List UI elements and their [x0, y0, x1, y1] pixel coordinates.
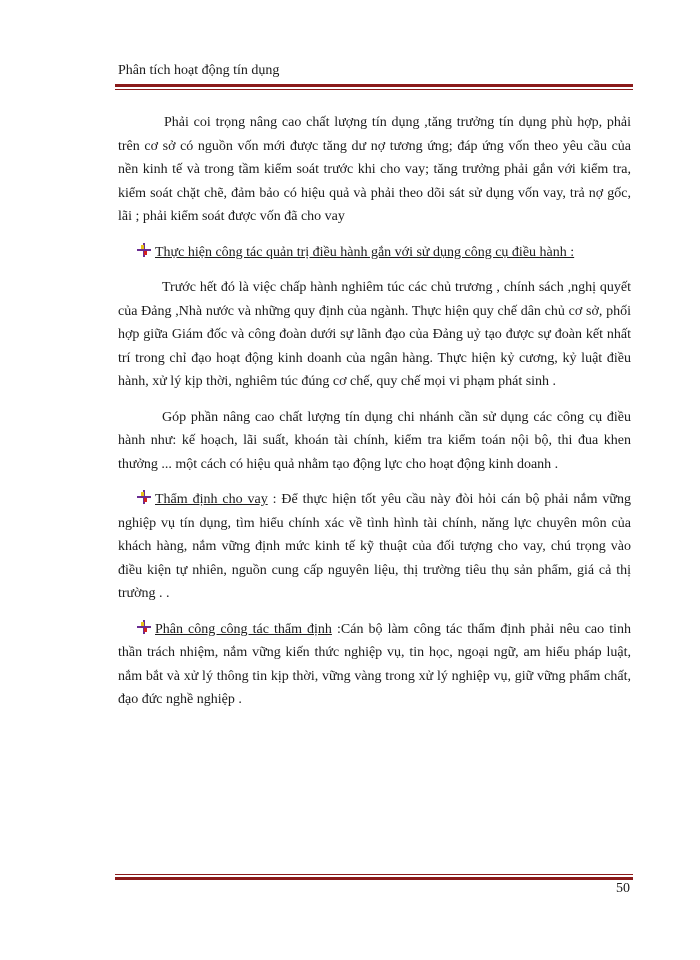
page-header-title: Phân tích hoạt động tín dụng — [118, 63, 280, 78]
pushpin-bullet-icon — [137, 620, 151, 634]
footer-divider — [115, 874, 633, 880]
assignment-heading: Phân công công tác thẩm định — [155, 621, 332, 637]
appraisal-heading: Thẩm định cho vay — [155, 492, 268, 507]
assignment-text: :Cán bộ làm công tác thẩm định phải nêu cao tinh thần trách nhiệm, nắm vững kiến thức nghiệp vụ, tin học, ngoại ngữ, am hiểu pháp luật, nắm bắt và xử lý thông tin kịp thời, vững vàng trong xử lý nghiệp vụ, giữ vững phẩm chất, đạo đức nghề nghiệp . — [118, 621, 631, 707]
document-body — [118, 111, 631, 724]
pushpin-bullet-icon — [137, 243, 151, 257]
management-section-heading: Thực hiện công tác quản trị điều hành gắn với sử dụng công cụ điều hành : — [155, 244, 575, 260]
intro-paragraph: Phải coi trọng nâng cao chất lượng tín dụng ,tăng trưởng tín dụng phù hợp, phải trên cơ sở có nguồn vốn mới được tăng dư nợ tương ứng; đáp ứng vốn theo yêu cầu của nền kinh tế và trong tầm kiểm soát trước khi cho vay; tăng trưởng phải gắn với kiểm tra, kiểm soát chặt chẽ, đảm bảo có hiệu quả và phải theo dõi sát sử dụng vốn vay, trả nợ gốc, lãi ; phải kiểm soát được vốn đã cho vay — [118, 115, 631, 224]
management-paragraph-2: Góp phần nâng cao chất lượng tín dụng chi nhánh cần sử dụng các công cụ điều hành như: kế hoạch, lãi suất, khoán tài chính, kiểm tra kiểm toán nội bộ, thi đua khen thưởng ... một cách có hiệu quả nhằm tạo động lực cho hoạt động kinh doanh . — [118, 409, 631, 472]
appraisal-item — [118, 488, 631, 606]
pushpin-bullet-icon — [137, 490, 151, 504]
management-section-heading-item — [118, 241, 631, 265]
header-divider — [115, 84, 633, 90]
page-number: 50 — [616, 881, 630, 896]
management-paragraph-1: Trước hết đó là việc chấp hành nghiêm túc các chủ trương , chính sách ,nghị quyết của Đảng ,Nhà nước và những quy định của ngành. Thực hiện quy chế dân chủ cơ sở, phối hợp giữa Giám đốc và công đoàn dưới sự lãnh đạo của Đảng uỷ tạo được sự đoàn kết nhất trí trong chỉ đạo hoạt động kinh doanh của ngân hàng. Thực hiện kỷ cương, kỷ luật điều hành, xử lý kịp thời, nghiêm túc đúng cơ chế, quy chế mọi vi phạm phát sinh . — [118, 280, 631, 389]
appraisal-text: : Để thực hiện tốt yêu cầu này đòi hỏi cán bộ phải nắm vững nghiệp vụ tín dụng, tìm hiểu chính xác về tình hình tài chính, năng lực chuyên môn của khách hàng, nắm vững định mức kinh tế kỹ thuật của đối tượng cho vay, chú trọng vào điều kiện tự nhiên, nguồn cung cấp nguyên liệu, thị trường tiêu thụ sản phẩm, giá cả thị trường . . — [118, 492, 631, 601]
assignment-item — [118, 618, 631, 712]
